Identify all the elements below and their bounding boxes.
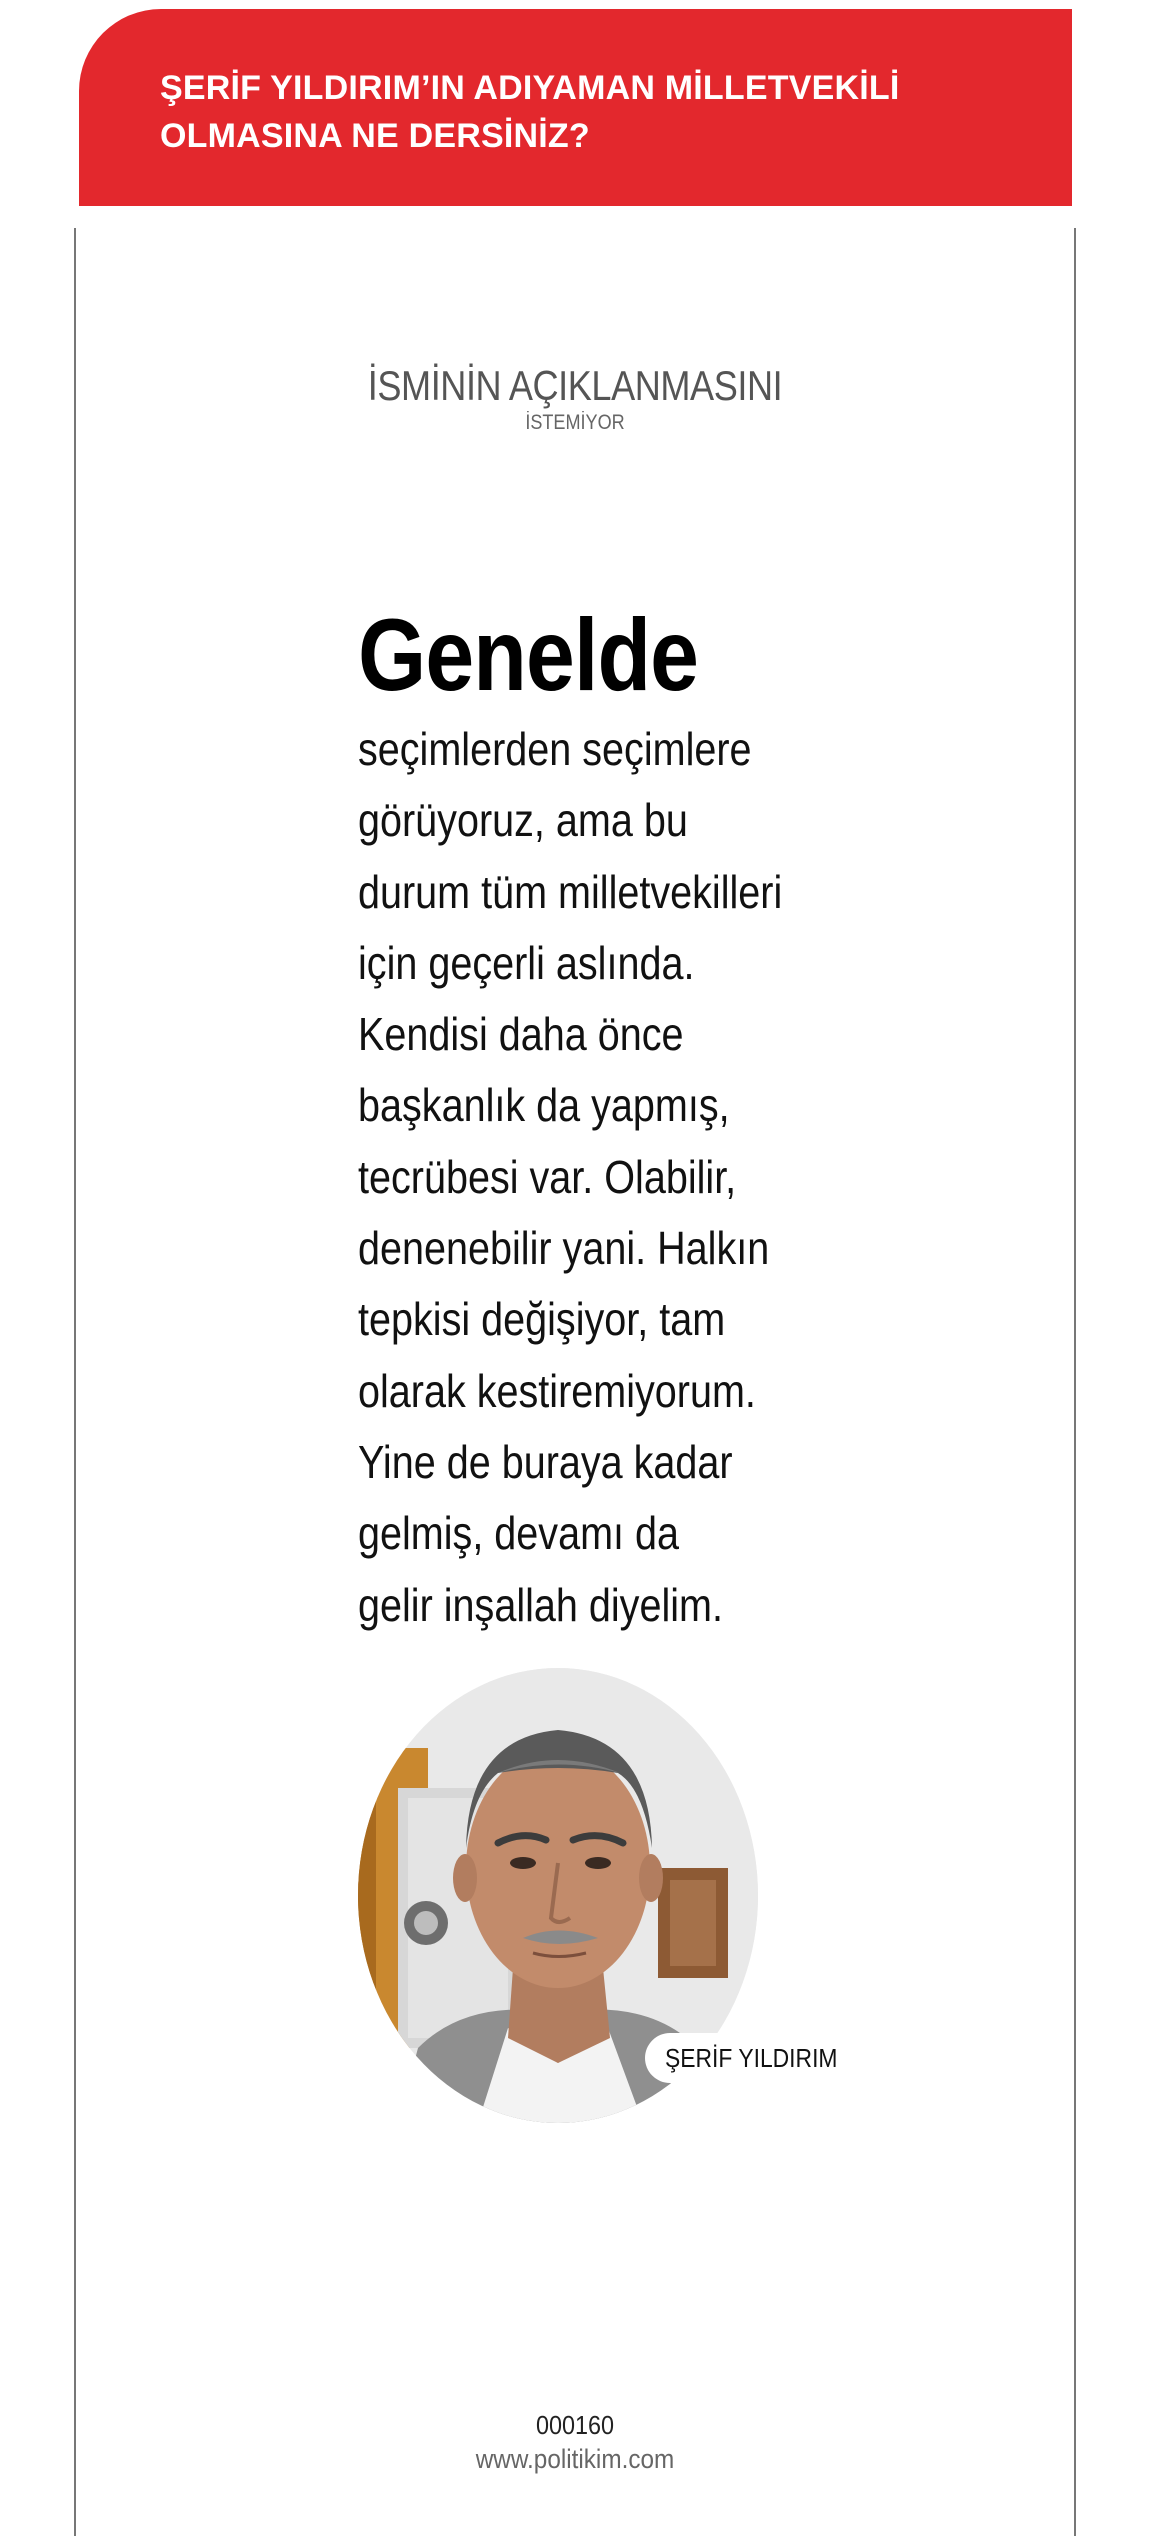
- quote-line: Yine de buraya kadar: [358, 1435, 733, 1488]
- quote-line: tepkisi değişiyor, tam: [358, 1293, 726, 1346]
- quote-line: durum tüm milletvekilleri: [358, 865, 783, 918]
- quote-line: için geçerli aslında.: [358, 936, 695, 989]
- respondent-block: [0, 358, 1150, 436]
- quote-line: denenebilir yani. Halkın: [358, 1222, 770, 1275]
- quote-lead-word: Genelde: [358, 598, 699, 712]
- portrait-name: ŞERİF YILDIRIM: [665, 2042, 838, 2073]
- footer-website: www.politikim.com: [475, 2444, 675, 2474]
- frame-line-right: [1074, 228, 1076, 2536]
- respondent-label: İSMİNİN AÇIKLANMASINI: [367, 362, 783, 409]
- quote-line: tecrübesi var. Olabilir,: [358, 1150, 737, 1203]
- quote-line: başkanlık da yapmış,: [358, 1079, 730, 1132]
- quote-line: Kendisi daha önce: [358, 1008, 684, 1061]
- quote-line: görüyoruz, ama bu: [358, 794, 688, 847]
- quote-line: seçimlerden seçimlere: [358, 723, 752, 775]
- header-banner: [79, 9, 1072, 206]
- footer: [0, 2408, 1150, 2476]
- footer-code: 000160: [535, 2410, 615, 2440]
- respondent-sublabel: İSTEMİYOR: [525, 411, 625, 434]
- quote-line: olarak kestiremiyorum.: [358, 1364, 756, 1417]
- quote-body: [358, 714, 874, 1641]
- quote-line: gelir inşallah diyelim.: [358, 1578, 723, 1631]
- quote-block: [358, 598, 878, 1641]
- quote-line: gelmiş, devamı da: [358, 1507, 680, 1560]
- frame-line-left: [74, 228, 76, 2536]
- name-tag: [645, 2033, 875, 2083]
- headline: ŞERİF YILDIRIM’IN ADIYAMAN MİLLETVEKİLİ OLMASINA NE DERSİNİZ?: [160, 69, 900, 155]
